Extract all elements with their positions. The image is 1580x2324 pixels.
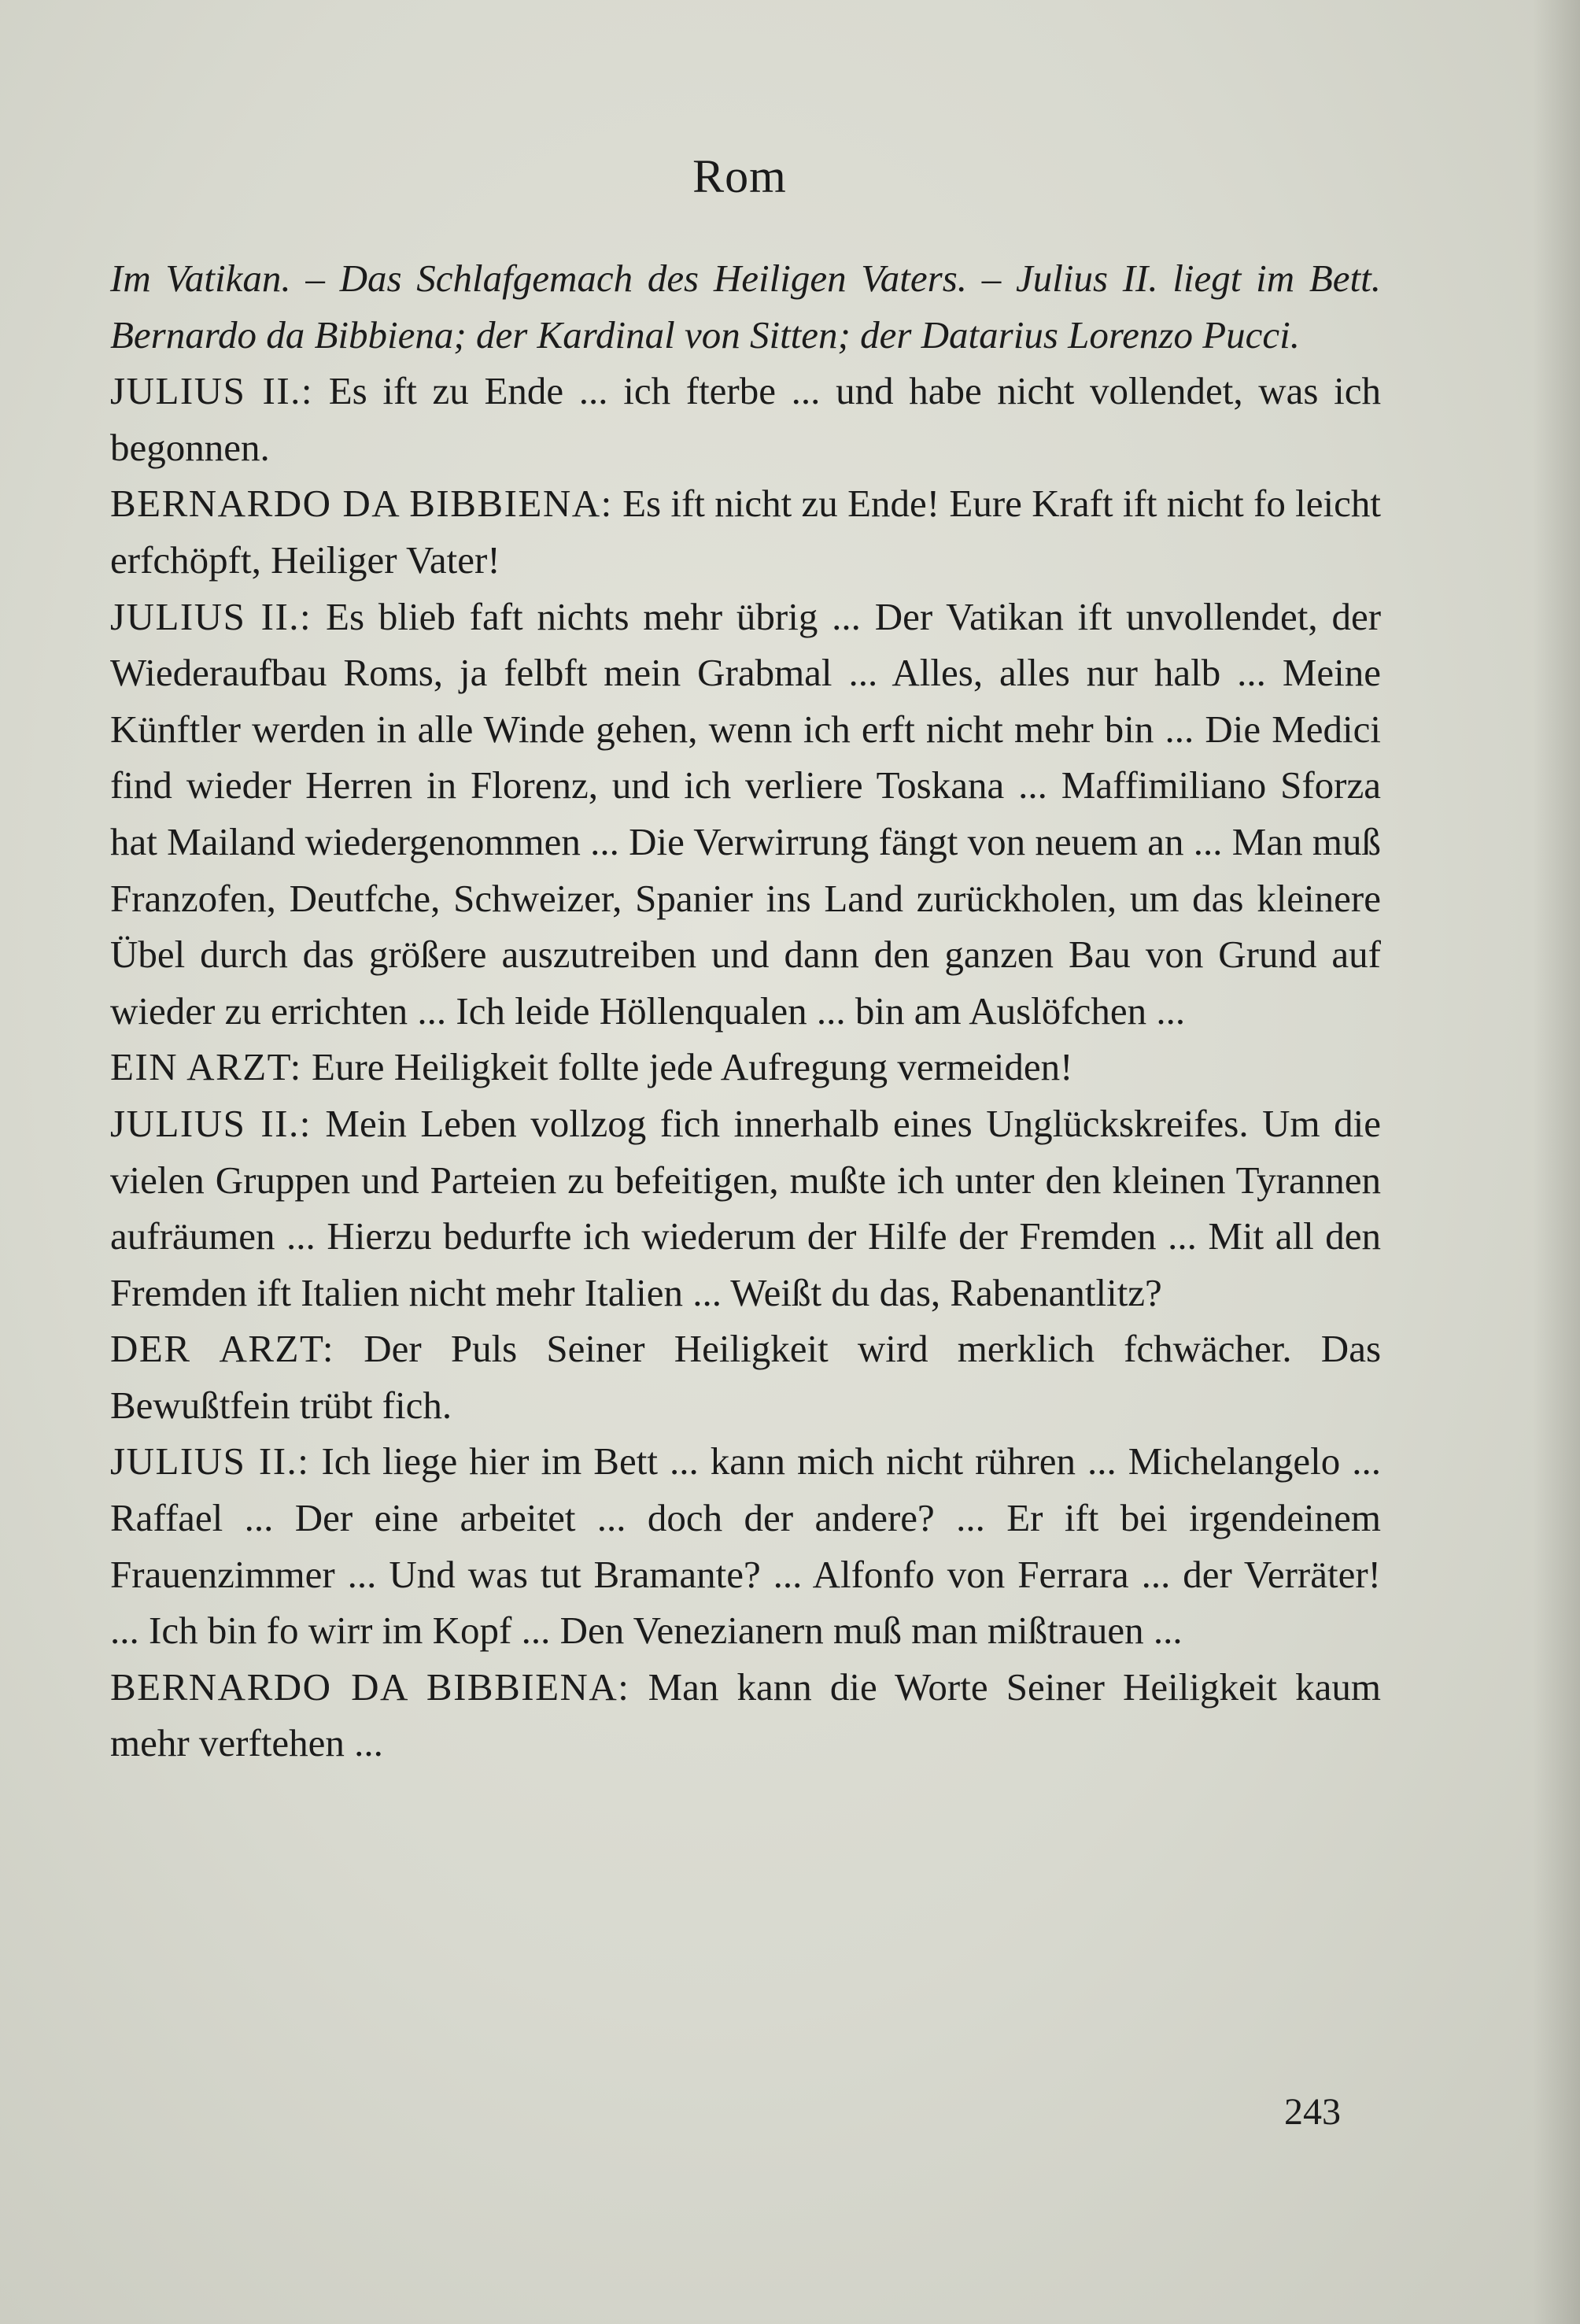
- speech-paragraph: [110, 1321, 1381, 1433]
- speaker-name: JULIUS II.:: [110, 594, 312, 638]
- speaker-name: BERNARDO DA BIBBIENA:: [110, 1664, 630, 1709]
- speaker-name: BERNARDO DA BIBBIENA:: [110, 482, 613, 526]
- speech-text: Es ift zu Ende ... ich fterbe ... und habe nicht vollendet, was ich begonnen.: [110, 369, 1382, 469]
- speech-paragraph: [110, 1039, 1381, 1095]
- page-edge-shadow: [1533, 0, 1580, 2324]
- speech-text: Man kann die Worte Seiner Heiligkeit kaum mehr verftehen ...: [110, 1664, 1382, 1765]
- stage-direction: Im Vatikan. – Das Schlafgemach des Heiligen Vaters. – Julius II. liegt im Bett. Bernardo da Bibbiena; der Kardinal von Sitten; der Datarius Lorenzo Pucci.: [110, 257, 1381, 357]
- speech-paragraph: [110, 1095, 1381, 1321]
- speech-text: Mein Leben vollzog fich innerhalb eines Unglückskreifes. Um die vielen Gruppen und Parteien zu befeitigen, mußte ich unter den kleinen Tyrannen aufräumen ... Hierzu bedurfte ich wiederum der Hilfe der Fremden ... Mit all den Fremden ift Italien nicht mehr Italien ... Weißt du das, Rabenantlitz?: [110, 1101, 1382, 1314]
- speaker-name: EIN ARZT:: [110, 1045, 302, 1089]
- speech-paragraph: [110, 1433, 1381, 1658]
- speech-paragraph: [110, 589, 1381, 1040]
- speech-paragraph: [110, 475, 1381, 588]
- speaker-name: JULIUS II.:: [110, 1439, 310, 1483]
- speaker-name: JULIUS II.:: [110, 1101, 312, 1145]
- speech-text: Ich liege hier im Bett ... kann mich nicht rühren ... Michelangelo ... Raffael ... Der eine arbeitet ... doch der andere? ... Er ift bei irgendeinem Frauenzimmer ... Und was tut Bramante? ... Alfonfo von Ferrara ... der Verräter! ... Ich bin fo wirr im Kopf ... Den Venezianern muß man mißtrauen ...: [110, 1439, 1382, 1653]
- speech-text: Der Puls Seiner Heiligkeit wird merklich fchwächer. Das Bewußtfein trübt fich.: [110, 1327, 1382, 1427]
- dialogue-text: [110, 250, 1381, 1772]
- speech-paragraph: [110, 1659, 1381, 1772]
- speech-text: Es blieb faft nichts mehr übrig ... Der Vatikan ift unvollendet, der Wiederaufbau Roms, ja felbft mein Grabmal ... Alles, alles nur halb ... Meine Künftler werden in alle Winde gehen, wenn ich erft nicht mehr bin ... Die Medici find wieder Herren in Florenz, und ich verliere Toskana ... Maffimiliano Sforza hat Mailand wiedergenommen ... Die Verwirrung fängt von neuem an ... Man muß Franzofen, Deutfche, Schweizer, Spanier ins Land zurückholen, um das kleinere Übel durch das größere auszutreiben und dann den ganzen Bau von Grund auf wieder zu errichten ... Ich leide Höllenqualen ... bin am Auslöfchen ...: [110, 594, 1382, 1033]
- page-number: 243: [1284, 2091, 1341, 2133]
- speech-text: Eure Heiligkeit follte jede Aufregung vermeiden!: [312, 1045, 1073, 1089]
- speech-paragraph: [110, 363, 1381, 475]
- speech-text: Es ift nicht zu Ende! Eure Kraft ift nicht fo leicht erfchöpft, Heiliger Vater!: [110, 482, 1382, 582]
- speaker-name: DER ARZT:: [110, 1327, 335, 1371]
- page-heading: Rom: [692, 150, 787, 202]
- speaker-name: JULIUS II.:: [110, 369, 314, 413]
